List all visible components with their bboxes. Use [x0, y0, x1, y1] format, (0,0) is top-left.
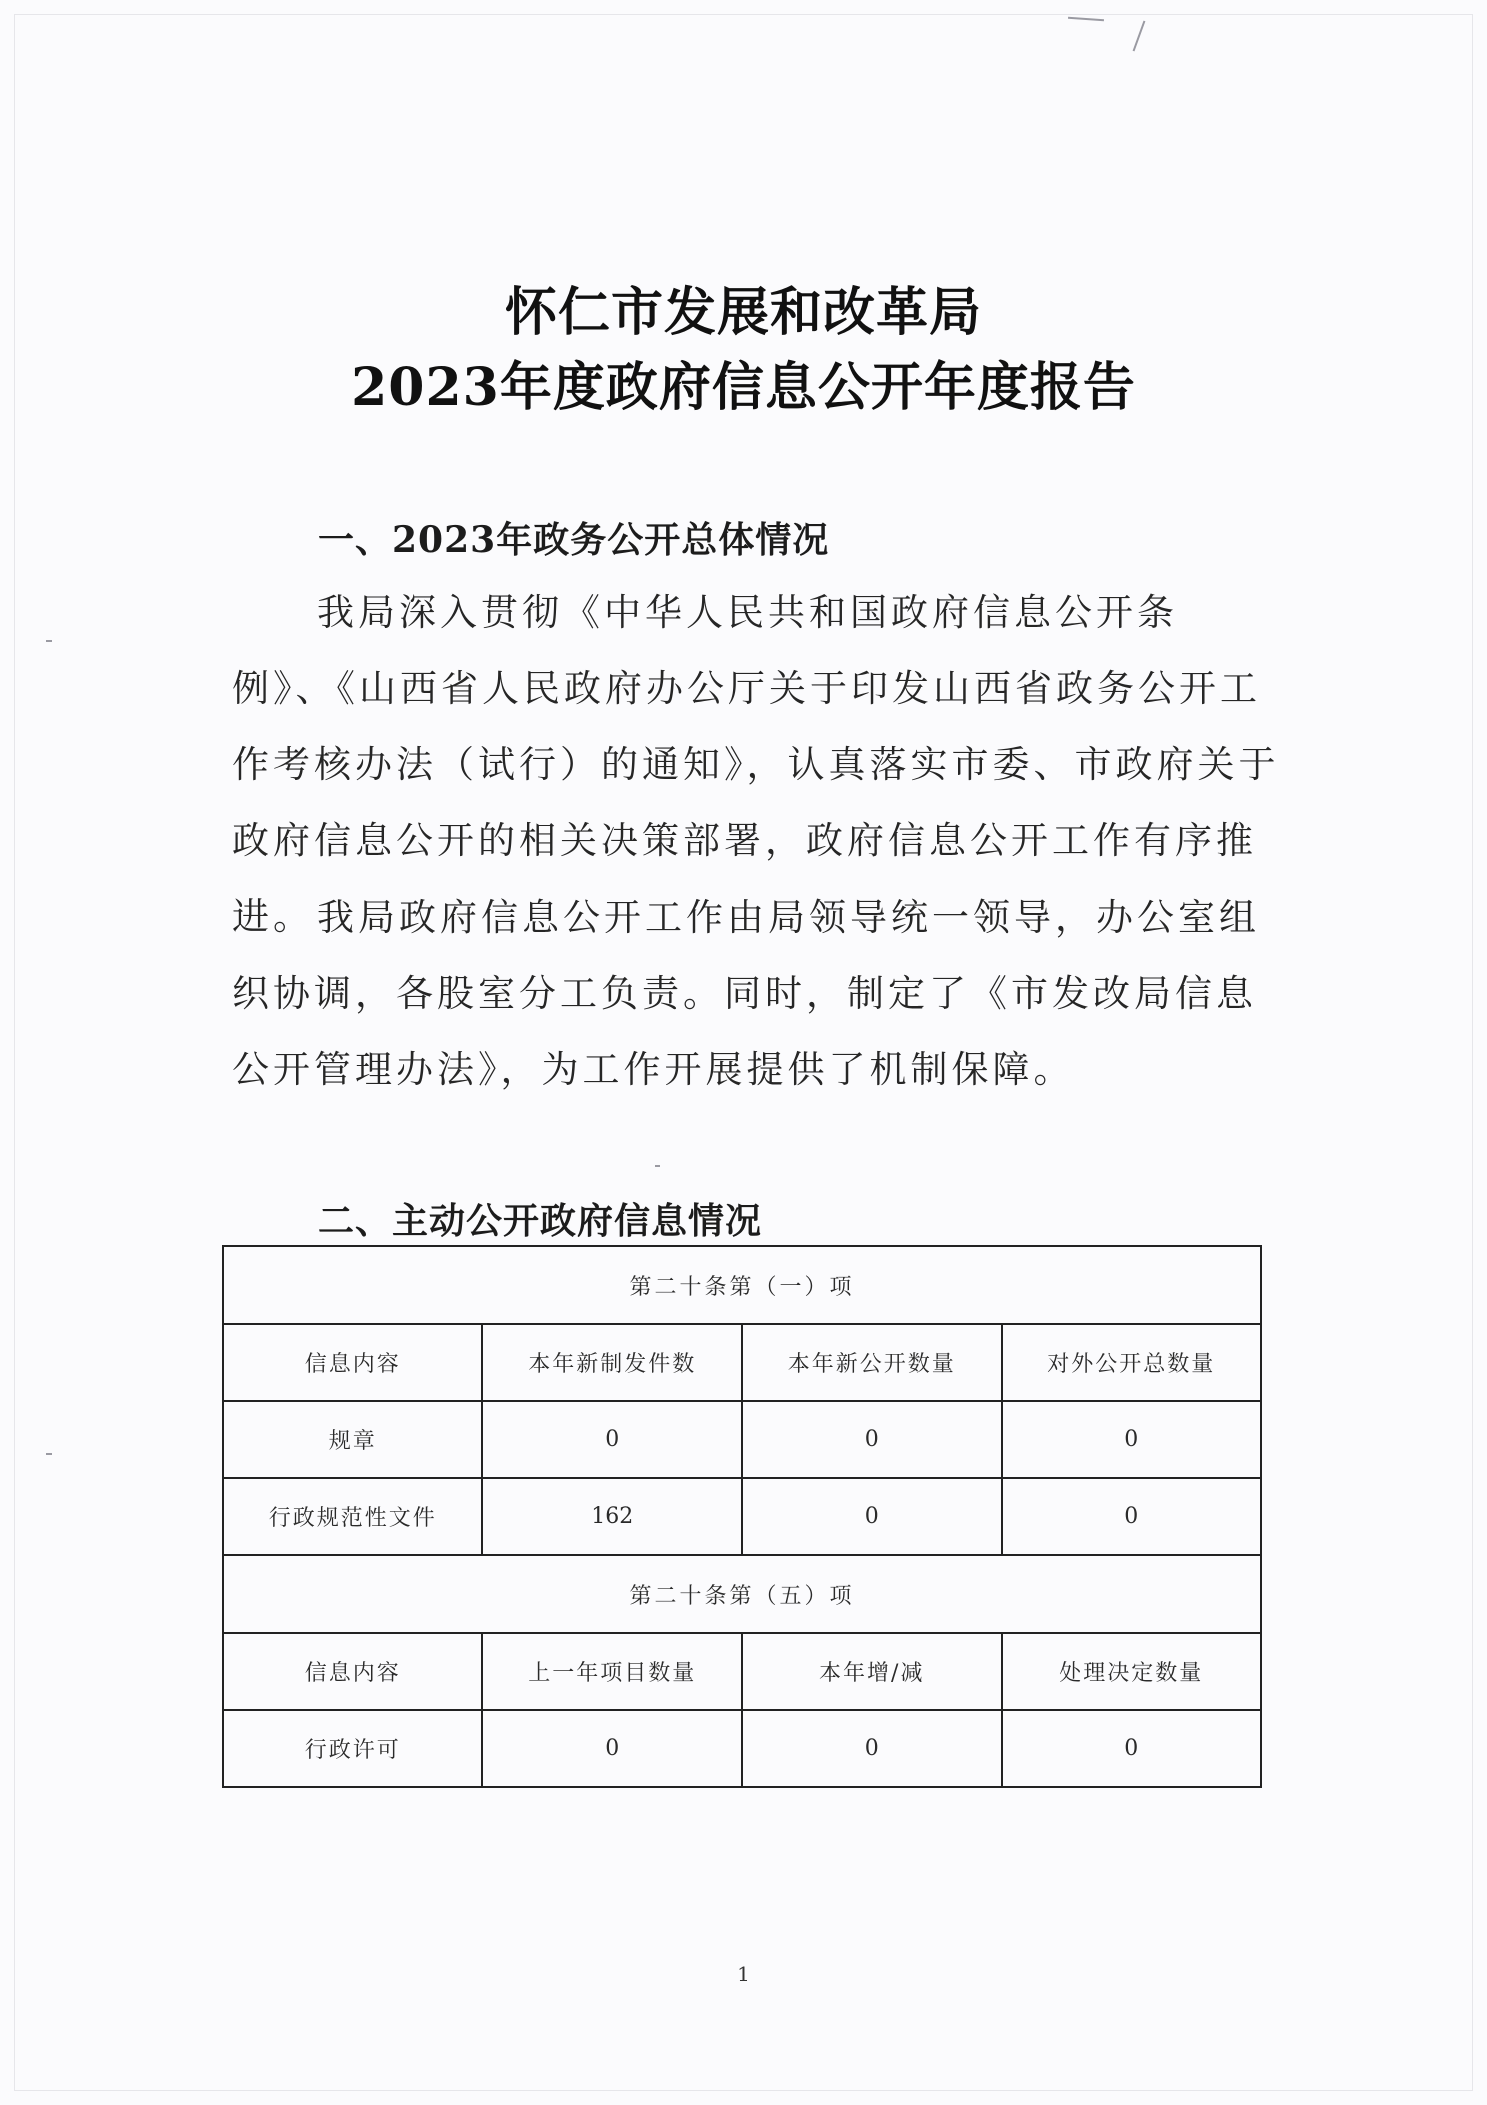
- table-header-cell: 信息内容: [223, 1633, 482, 1710]
- table-header-row: [223, 1633, 1261, 1710]
- scan-mark: [1133, 21, 1146, 52]
- scan-mark: [655, 1165, 660, 1167]
- table-header-cell: 本年新制发件数: [482, 1324, 742, 1401]
- scan-mark: [46, 1453, 52, 1455]
- page-number: 1: [737, 1962, 750, 1986]
- table-cell: 0: [742, 1710, 1002, 1787]
- section2-heading: 二、主动公开政府信息情况: [318, 1200, 763, 1242]
- part2-title: 第二十条第（五）项: [223, 1555, 1261, 1633]
- table-header-cell: 上一年项目数量: [482, 1633, 742, 1710]
- section1-heading: 一、2023年政务公开总体情况: [318, 519, 830, 561]
- table-row: [223, 1401, 1261, 1478]
- table-header-cell: 对外公开总数量: [1002, 1324, 1262, 1401]
- table-cell: 0: [482, 1401, 742, 1478]
- table-header-cell: 本年增/减: [742, 1633, 1002, 1710]
- table-cell: 0: [742, 1401, 1002, 1478]
- table-cell: 0: [1002, 1401, 1262, 1478]
- table-cell: 行政规范性文件: [223, 1478, 482, 1555]
- table-row: [223, 1710, 1261, 1787]
- section1-paragraph1: 我局深入贯彻《中华人民共和国政府信息公开条例》、《山西省人民政府办公厅关于印发山西省政务公开工作考核办法（试行）的通知》，认真落实市委、市政府关于政府信息公开的相关决策部署，政府信息公开工作有序推进。: [232, 591, 1280, 938]
- table-header-row: [223, 1324, 1261, 1401]
- table-cell: 规章: [223, 1401, 482, 1478]
- scan-mark: [1068, 17, 1104, 22]
- table-cell: 0: [742, 1478, 1002, 1555]
- table-section-row: [223, 1246, 1261, 1324]
- table-cell: 0: [1002, 1478, 1262, 1555]
- section1-paragraph2: 我局政府信息公开工作由局领导统一领导，办公室组织协调，各股室分工负责。同时，制定了《市发改局信息公开管理办法》，为工作开展提供了机制保障。: [232, 896, 1260, 1091]
- table-section-row: [223, 1555, 1261, 1633]
- table-row: [223, 1478, 1261, 1555]
- table-header-cell: 本年新公开数量: [742, 1324, 1002, 1401]
- document-title-line2: 2023年度政府信息公开年度报告: [351, 357, 1136, 418]
- table-cell: 0: [482, 1710, 742, 1787]
- table-header-cell: 信息内容: [223, 1324, 482, 1401]
- document-title-line1: 怀仁市发展和改革局: [504, 282, 982, 343]
- table-cell: 162: [482, 1478, 742, 1555]
- part1-title: 第二十条第（一）项: [223, 1246, 1261, 1324]
- table-header-cell: 处理决定数量: [1002, 1633, 1262, 1710]
- table-cell: 行政许可: [223, 1710, 482, 1787]
- disclosure-table: [222, 1245, 1262, 1788]
- scan-mark: [46, 640, 52, 642]
- table-cell: 0: [1002, 1710, 1262, 1787]
